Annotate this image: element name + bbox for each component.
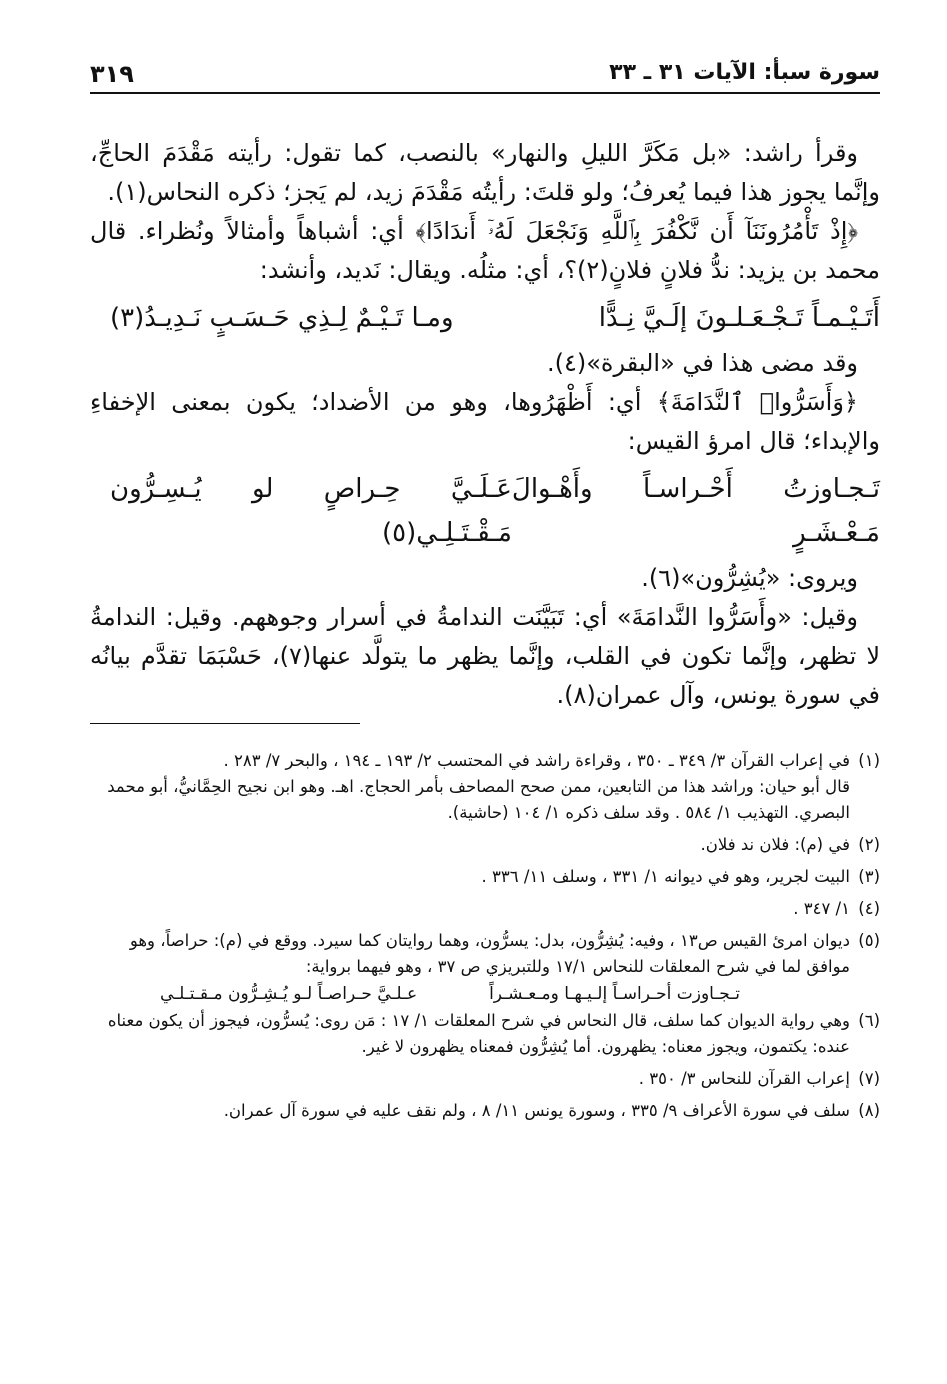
- verse-hemistich-2: عَـلَـيَّ حِـراصٍ لو يُـسِـرُّون مَـقْـتَـلِـي(٥): [110, 474, 512, 548]
- paragraph: ويروى: «يُشِرُّون»(٦).: [641, 564, 858, 592]
- footnote-number: (٢): [858, 835, 880, 854]
- footnote-number: (٤): [858, 899, 880, 918]
- footnote-1-continued: [90, 774, 880, 826]
- paragraph: وقرأ راشد: «بل مَكَرَّ الليلِ والنهار» بالنصب، كما تقول: رأيته مَقْدَمَ الحاجِّ، وإنَّما يجوز هذا فيما يُعرفُ؛ ولو قلتَ: رأيتُه مَقْدَمَ زيد، لم يَجز؛ ذكره النحاس(١).: [90, 139, 880, 206]
- footnote-verse: [90, 980, 880, 1008]
- verse-hemistich-2: عـلـيَّ حـراصـاً لـو يُـشِـرُّون مـقـتـلـي: [160, 984, 418, 1004]
- footnote-text: البيت لجرير، وهو في ديوانه ١/ ٣٣١ ، وسلف ١١/ ٣٣٦ .: [481, 867, 850, 886]
- poetry-verse: [90, 296, 880, 340]
- footnote-separator: [90, 723, 360, 724]
- verse-hemistich-1: تـجـاوزت أحـراسـاً إلـيـهـا ومـعـشـراً: [489, 984, 740, 1004]
- footnote-text: وهي رواية الديوان كما سلف، قال النحاس في شرح المعلقات ١/ ١٧ : مَن روى: يُسرُّون، فيجوز أن يكون معناه عنده: يكتمون، ويجوز معناه: يظهرون. أما يُشِرُّون فمعناه يظهرون لا غير.: [107, 1011, 850, 1056]
- page-header: [90, 58, 880, 94]
- paragraph: ﴿وَأَسَرُّوا۟ ٱلنَّدَامَةَ﴾ أي: أَظْهَرُوها، وهو من الأضداد؛ يكون بمعنى الإخفاءِ والإبداء؛ قال امرؤ القيس:: [90, 388, 880, 455]
- footnote-number: (٥): [858, 931, 880, 950]
- footnote-8: [90, 1098, 880, 1124]
- paragraph: وقد مضى هذا في «البقرة»(٤).: [546, 349, 858, 377]
- footnote-text: سلف في سورة الأعراف ٩/ ٣٣٥ ، وسورة يونس ١١/ ٨ ، ولم نقف عليه في سورة آل عمران.: [223, 1101, 850, 1120]
- footnote-text: إعراب القرآن للنحاس ٣/ ٣٥٠ .: [638, 1069, 850, 1088]
- footnote-5: [90, 928, 880, 980]
- poetry-verse: [90, 467, 880, 555]
- footnote-number: (٧): [858, 1069, 880, 1088]
- running-title: سورة سبأ: الآيات ٣١ ـ ٣٣: [609, 60, 880, 85]
- paragraph: وقيل: «وأَسَرُّوا النَّدامَةَ» أي: تَبَيَّنَت الندامةُ في أسرار وجوههم. وقيل: الندامةُ لا تظهر، وإنَّما تكون في القلب، وإنَّما يظهر ما يتولَّد عنها(٧)، حَسْبَمَا تقدَّم بيانُه في سورة يونس، وآل عمران(٨).: [90, 603, 881, 709]
- footnote-number: (٦): [858, 1011, 880, 1030]
- book-page: [90, 58, 880, 1368]
- verse-hemistich-2: ومـا تَـيْـمٌ لِـذِي حَـسَـبٍ نَـدِيـدُ(٣): [110, 303, 454, 333]
- paragraph: ﴿إِذْ تَأْمُرُونَنَآ أَن نَّكْفُرَ بِٱللَّهِ وَنَجْعَلَ لَهُۥٓ أَندَادًا﴾ أي: أشباهاً وأمثالاً ونُظراء. قال محمد بن يزيد: ندُّ فلانٍ فلانٍ(٢)؟، أي: مثلُه. ويقال: نَديد، وأنشد:: [90, 217, 880, 284]
- footnote-3: [90, 864, 880, 890]
- footnote-6: [90, 1008, 880, 1060]
- footnote-number: (٣): [858, 867, 880, 886]
- footnote-number: (٨): [858, 1101, 880, 1120]
- footnote-7: [90, 1066, 880, 1092]
- footnote-text: قال أبو حيان: وراشد هذا من التابعين، ممن صحح المصاحف بأمر الحجاج. اهـ. وهو ابن نجيح الحِمَّانيُّ، أبو محمد البصري. التهذيب ١/ ٥٨٤ . وقد سلف ذكره ١/ ١٠٤ (حاشية).: [107, 777, 850, 822]
- footnote-text: في (م): فلان ند فلان.: [700, 835, 850, 854]
- footnote-text: ١/ ٣٤٧ .: [793, 899, 850, 918]
- main-text: [90, 134, 880, 715]
- verse-hemistich-1: أَتَـيْـمـاً تَـجْـعَـلـونَ إلَـيَّ نِـدًّا: [598, 303, 880, 333]
- footnote-text: ديوان امرئ القيس ص١٣ ، وفيه: يُشِرُّون، بدل: يسرُّون، وهما روايتان كما سيرد. ووقع في (م): حراصاً، وهو موافق لما في شرح المعلقات للنحاس ١٧/١ وللتبريزي ص ٣٧ ، وهو فيهما برواية:: [129, 931, 850, 976]
- footnote-1: [90, 748, 880, 774]
- footnote-4: [90, 896, 880, 922]
- footnote-text: في إعراب القرآن ٣/ ٣٤٩ ـ ٣٥٠ ، وقراءة راشد في المحتسب ٢/ ١٩٣ ـ ١٩٤ ، والبحر ٧/ ٢٨٣ .: [223, 751, 850, 770]
- page-number: ٣١٩: [90, 60, 134, 88]
- footnotes: [90, 748, 880, 1124]
- verse-hemistich-1: تَـجـاوزتُ أَحْـراسـاً وأَهْـوالَ مَـعْـشَـرٍ: [511, 474, 880, 548]
- footnote-number: (١): [858, 751, 880, 770]
- footnote-2: [90, 832, 880, 858]
